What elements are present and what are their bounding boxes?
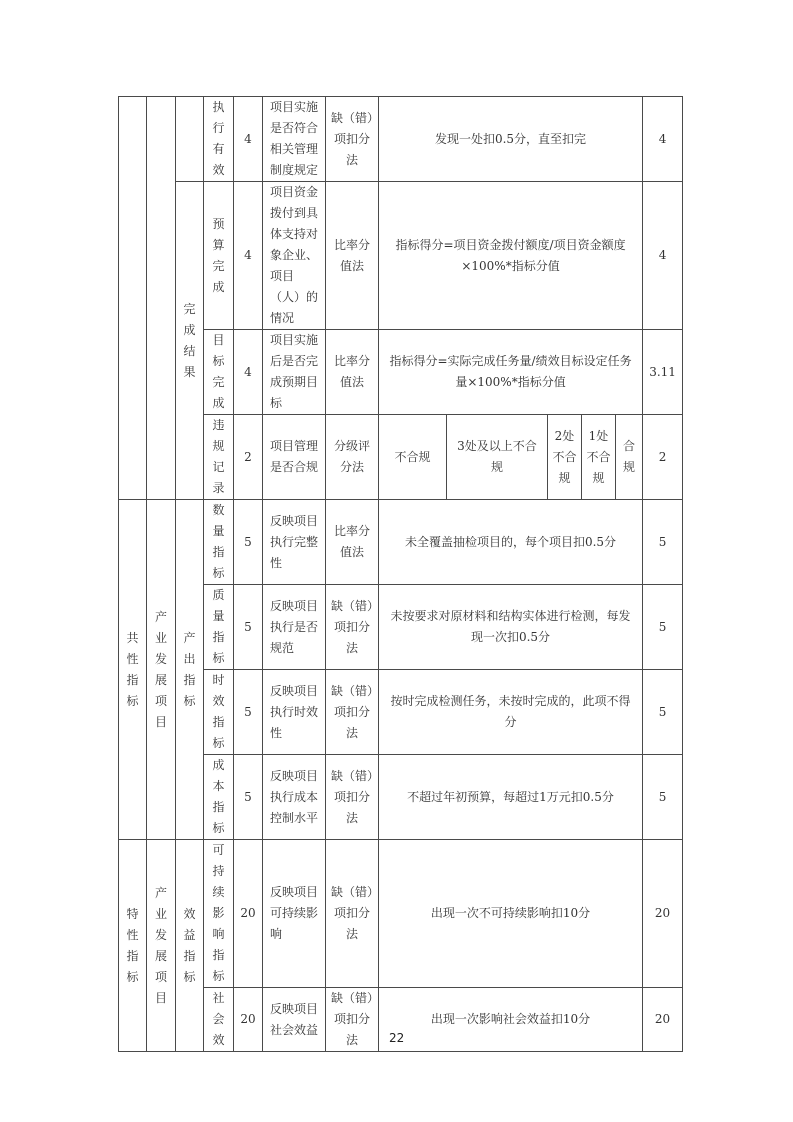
rule-cell: 不超过年初预算，每超过1万元扣0.5分 — [379, 755, 643, 840]
description-cell: 项目实施后是否完成预期目标 — [263, 330, 326, 415]
grade-cell: 3处及以上不合规 — [447, 415, 548, 500]
group-completion-result: 完成结果 — [176, 182, 204, 500]
score-cell: 5 — [643, 670, 683, 755]
level2-cell-blank — [147, 97, 176, 500]
score-cell: 5 — [643, 755, 683, 840]
description-cell: 反映项目执行成本控制水平 — [263, 755, 326, 840]
score-cell: 5 — [643, 500, 683, 585]
group-output-indicator: 产出指标 — [176, 500, 204, 840]
indicator-cell: 数量指标 — [204, 500, 234, 585]
description-cell: 反映项目执行是否规范 — [263, 585, 326, 670]
method-cell: 缺（错）项扣分法 — [326, 97, 379, 182]
weight-cell: 5 — [234, 755, 263, 840]
score-cell: 3.11 — [643, 330, 683, 415]
score-cell: 20 — [643, 988, 683, 1052]
method-cell: 比率分值法 — [326, 182, 379, 330]
method-cell: 分级评分法 — [326, 415, 379, 500]
description-cell: 反映项目社会效益 — [263, 988, 326, 1052]
grade-cell: 合规 — [616, 415, 643, 500]
weight-cell: 20 — [234, 840, 263, 988]
table-row — [119, 755, 683, 840]
description-cell: 项目资金拨付到具体支持对象企业、项目（人）的情况 — [263, 182, 326, 330]
indicator-cell: 目标完成 — [204, 330, 234, 415]
rule-cell: 指标得分=项目资金拨付额度/项目资金额度×100%*指标分值 — [379, 182, 643, 330]
method-cell: 缺（错）项扣分法 — [326, 988, 379, 1052]
weight-cell: 5 — [234, 670, 263, 755]
description-cell: 项目实施是否符合相关管理制度规定 — [263, 97, 326, 182]
grade-cell: 1处不合规 — [582, 415, 616, 500]
indicator-cell: 成本指标 — [204, 755, 234, 840]
score-cell: 4 — [643, 97, 683, 182]
score-cell: 2 — [643, 415, 683, 500]
description-cell: 反映项目可持续影响 — [263, 840, 326, 988]
performance-evaluation-table — [118, 96, 683, 1052]
table-row — [119, 500, 683, 585]
table-row — [119, 330, 683, 415]
indicator-cell: 预算完成 — [204, 182, 234, 330]
description-cell: 反映项目执行时效性 — [263, 670, 326, 755]
method-cell: 缺（错）项扣分法 — [326, 755, 379, 840]
level1-cell-blank — [119, 97, 147, 500]
table-row — [119, 415, 683, 500]
method-cell: 缺（错）项扣分法 — [326, 670, 379, 755]
group-common-indicator: 共性指标 — [119, 500, 147, 840]
weight-cell: 4 — [234, 330, 263, 415]
method-cell: 比率分值法 — [326, 500, 379, 585]
score-cell: 20 — [643, 840, 683, 988]
rule-cell: 出现一次影响社会效益扣10分 — [379, 988, 643, 1052]
indicator-cell: 时效指标 — [204, 670, 234, 755]
rule-cell: 未按要求对原材料和结构实体进行检测，每发现一次扣0.5分 — [379, 585, 643, 670]
indicator-cell: 可持续影响指标 — [204, 840, 234, 988]
weight-cell: 2 — [234, 415, 263, 500]
group-industry-project: 产业发展项目 — [147, 500, 176, 840]
description-cell: 项目管理是否合规 — [263, 415, 326, 500]
page-number: 22 — [389, 1031, 405, 1045]
rule-cell: 按时完成检测任务，未按时完成的，此项不得分 — [379, 670, 643, 755]
method-cell: 比率分值法 — [326, 330, 379, 415]
indicator-cell: 违规记录 — [204, 415, 234, 500]
weight-cell: 5 — [234, 585, 263, 670]
grade-cell: 不合规 — [379, 415, 447, 500]
group-benefit-indicator: 效益指标 — [176, 840, 204, 1052]
table-row — [119, 97, 683, 182]
table-row — [119, 585, 683, 670]
level3-cell-blank — [176, 97, 204, 182]
group-industry-project: 产业发展项目 — [147, 840, 176, 1052]
score-cell: 5 — [643, 585, 683, 670]
table-row — [119, 840, 683, 988]
table-row — [119, 670, 683, 755]
indicator-cell: 质量指标 — [204, 585, 234, 670]
rule-cell: 发现一处扣0.5分，直至扣完 — [379, 97, 643, 182]
weight-cell: 5 — [234, 500, 263, 585]
rule-cell: 未全覆盖抽检项目的，每个项目扣0.5分 — [379, 500, 643, 585]
group-special-indicator: 特性指标 — [119, 840, 147, 1052]
description-cell: 反映项目执行完整性 — [263, 500, 326, 585]
rule-cell: 指标得分=实际完成任务量/绩效目标设定任务量×100%*指标分值 — [379, 330, 643, 415]
weight-cell: 4 — [234, 182, 263, 330]
table-row — [119, 182, 683, 330]
grade-cell: 2处不合规 — [548, 415, 582, 500]
indicator-cell: 社会效 — [204, 988, 234, 1052]
weight-cell: 4 — [234, 97, 263, 182]
score-cell: 4 — [643, 182, 683, 330]
indicator-cell: 执行有效 — [204, 97, 234, 182]
weight-cell: 20 — [234, 988, 263, 1052]
method-cell: 缺（错）项扣分法 — [326, 585, 379, 670]
rule-cell: 出现一次不可持续影响扣10分 — [379, 840, 643, 988]
method-cell: 缺（错）项扣分法 — [326, 840, 379, 988]
